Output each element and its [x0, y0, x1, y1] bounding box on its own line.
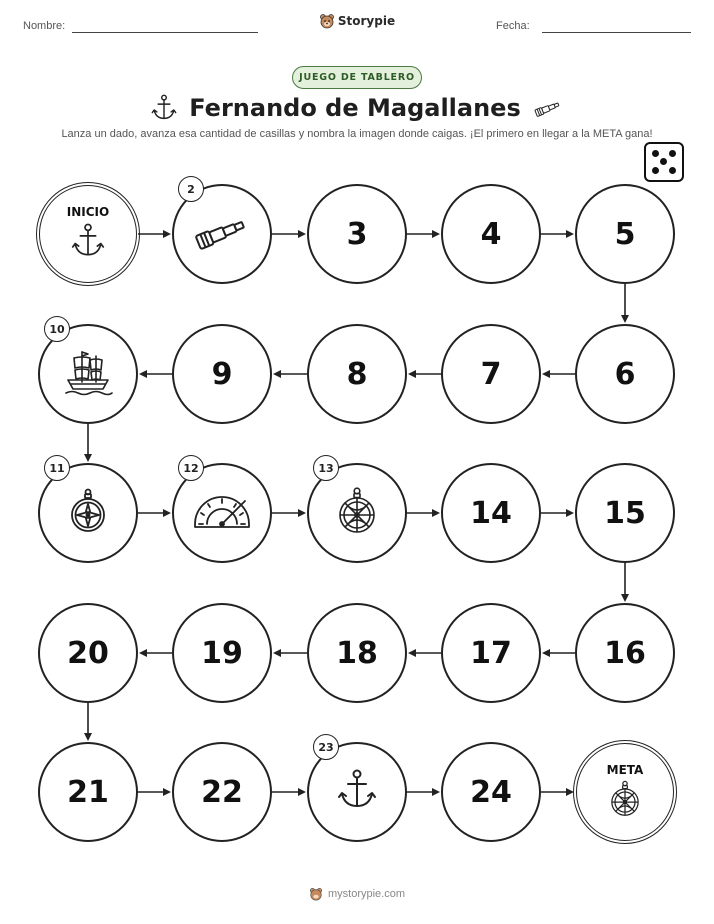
board-cell-11 [38, 463, 138, 563]
cell-number-tag: 13 [313, 455, 339, 481]
board-cell-inicio [38, 184, 138, 284]
instructions: Lanza un dado, avanza esa cantidad de casillas y nombra la imagen donde caigas. ¡El primero en llegar a la META gana! [61, 128, 653, 140]
path-arrowhead [298, 509, 306, 517]
path-arrowhead [163, 788, 171, 796]
bear-mascot-icon [309, 887, 323, 901]
board-cell-10 [38, 324, 138, 424]
board-cell-3 [307, 184, 407, 284]
path-arrowhead [298, 788, 306, 796]
footer-url: mystorypie.com [327, 888, 406, 900]
path-arrowhead [566, 230, 574, 238]
path-arrowhead [542, 370, 550, 378]
path-arrowhead [408, 649, 416, 657]
spyglass-icon [191, 212, 253, 256]
game-type-badge: JUEGO DE TABLERO [292, 66, 422, 89]
path-arrowhead [408, 370, 416, 378]
path-arrowhead [621, 315, 629, 323]
board-cell-8 [307, 324, 407, 424]
astrolabe-icon [608, 780, 642, 822]
path-arrowhead [432, 788, 440, 796]
astrolabe-icon [335, 487, 379, 539]
path-arrowhead [84, 454, 92, 462]
cell-number-tag: 10 [44, 316, 70, 342]
cell-number: 4 [480, 216, 502, 252]
cell-number: 16 [604, 635, 646, 671]
cell-number-tag: 23 [313, 734, 339, 760]
cell-number: 6 [614, 356, 636, 392]
cell-number-tag: 11 [44, 455, 70, 481]
page-title: Fernando de Magallanes [189, 94, 521, 122]
path-arrowhead [542, 649, 550, 657]
compass-icon [68, 488, 108, 538]
cell-number: 5 [614, 216, 636, 252]
cell-number: 18 [336, 635, 378, 671]
board-cell-23 [307, 742, 407, 842]
board-cell-17 [441, 603, 541, 703]
board-cell-5 [575, 184, 675, 284]
board-cell-13 [307, 463, 407, 563]
cell-number-tag: 12 [178, 455, 204, 481]
board-cell-2 [172, 184, 272, 284]
anchor-icon [71, 222, 105, 264]
cell-number: 21 [67, 774, 109, 810]
cell-label: META [606, 762, 644, 777]
cell-number-tag: 2 [178, 176, 204, 202]
ship-icon [62, 348, 114, 400]
path-arrowhead [273, 649, 281, 657]
anchor-icon [337, 768, 377, 816]
path-arrowhead [84, 733, 92, 741]
name-label: Nombre: [23, 20, 66, 32]
board-cell-7 [441, 324, 541, 424]
cell-number: 17 [470, 635, 512, 671]
brand-name: Storypie [337, 14, 396, 28]
path-arrowhead [163, 230, 171, 238]
cell-number: 3 [346, 216, 368, 252]
board-cell-4 [441, 184, 541, 284]
path-arrowhead [163, 509, 171, 517]
date-label: Fecha: [496, 20, 530, 32]
path-arrowhead [139, 370, 147, 378]
path-arrowhead [432, 509, 440, 517]
board-cell-12 [172, 463, 272, 563]
board-cell-18 [307, 603, 407, 703]
board-cell-19 [172, 603, 272, 703]
board-cell-20 [38, 603, 138, 703]
cell-number: 24 [470, 774, 512, 810]
path-arrowhead [298, 230, 306, 238]
board-cell-meta [575, 742, 675, 842]
board-cell-6 [575, 324, 675, 424]
board-cell-24 [441, 742, 541, 842]
board-cell-14 [441, 463, 541, 563]
board-cell-21 [38, 742, 138, 842]
footer [0, 887, 714, 901]
cell-number: 7 [480, 356, 502, 392]
path-arrowhead [432, 230, 440, 238]
cell-number: 22 [201, 774, 243, 810]
path-arrowhead [139, 649, 147, 657]
board-cell-16 [575, 603, 675, 703]
path-arrowhead [566, 509, 574, 517]
cell-number: 9 [211, 356, 233, 392]
board-cell-15 [575, 463, 675, 563]
cell-number: 20 [67, 635, 109, 671]
cell-number: 19 [201, 635, 243, 671]
cell-number: 15 [604, 495, 646, 531]
cell-number: 8 [346, 356, 368, 392]
cell-number: 14 [470, 495, 512, 531]
board-cell-22 [172, 742, 272, 842]
cell-label: INICIO [66, 204, 110, 219]
protractor-icon [191, 491, 253, 535]
board-cell-9 [172, 324, 272, 424]
path-arrowhead [621, 594, 629, 602]
path-arrowhead [273, 370, 281, 378]
